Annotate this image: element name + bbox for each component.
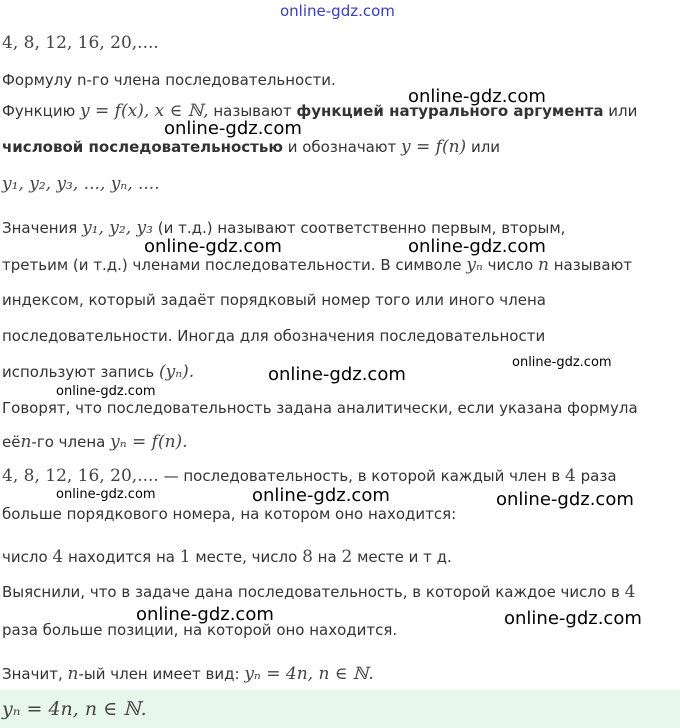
function-definition: Функцию y = f(x), x ∈ ℕ, называют функцией натурального аргумента или xyxy=(2,101,638,121)
conclusion-line-2: раза больше позиции, на которой оно находится. xyxy=(2,621,398,639)
watermark: online-gdz.com xyxy=(56,384,156,399)
values-line-2: третьим (и т.д.) членами последовательности. В символе yₙ число n называют xyxy=(2,255,632,275)
conclusion-line-1: Выяснили, что в задаче дана последовательность, в которой каждое число в 4 xyxy=(2,582,636,602)
watermark: online-gdz.com xyxy=(164,118,302,139)
watermark: online-gdz.com xyxy=(512,355,612,370)
task-line-2: больше порядкового номера, на котором оно находится: xyxy=(2,505,457,523)
analytic-line-1: Говорят, что последовательность задана аналитически, если указана формула xyxy=(2,399,638,417)
values-line-3: индексом, который задаёт порядковый номер того или иного члена xyxy=(2,291,546,309)
watermark: online-gdz.com xyxy=(268,364,406,385)
watermark: online-gdz.com xyxy=(56,487,156,502)
values-line-1: Значения y₁, y₂, y₃ (и т.д.) называют соответственно первым, вторым, xyxy=(2,218,566,238)
numeric-sequence-definition: числовой последовательностью и обозначают y = f(n) или xyxy=(2,137,501,157)
answer-box xyxy=(0,690,680,728)
final-line: Значит, n-ый член имеет вид: yₙ = 4n, n ∈ ℕ. xyxy=(2,664,374,684)
values-line-4: последовательности. Иногда для обозначения последовательности xyxy=(2,327,546,345)
sequence-example: 4, 8, 12, 16, 20,.... xyxy=(2,33,159,53)
task-line-1: 4, 8, 12, 16, 20,.... — последовательность, в которой каждый член в 4 раза xyxy=(2,466,617,486)
watermark-top: online-gdz.com xyxy=(280,2,395,20)
watermark: online-gdz.com xyxy=(252,485,390,506)
answer-formula: yₙ = 4n, n ∈ ℕ. xyxy=(2,698,147,720)
sequence-terms: y₁, y₂, y₃, ..., yₙ, .... xyxy=(2,174,160,194)
values-line-5: используют запись (yₙ). xyxy=(2,362,195,382)
formula-heading: Формулу n-го члена последовательности. xyxy=(2,71,336,89)
watermark: online-gdz.com xyxy=(408,86,546,107)
watermark: online-gdz.com xyxy=(136,604,274,625)
watermark: online-gdz.com xyxy=(408,236,546,257)
watermark: online-gdz.com xyxy=(504,608,642,629)
watermark: online-gdz.com xyxy=(496,489,634,510)
watermark: online-gdz.com xyxy=(144,236,282,257)
analytic-line-2: еёn-го члена yₙ = f(n). xyxy=(2,432,188,452)
task-line-3: число 4 находится на 1 месте, число 8 на 2 месте и т д. xyxy=(2,547,452,567)
